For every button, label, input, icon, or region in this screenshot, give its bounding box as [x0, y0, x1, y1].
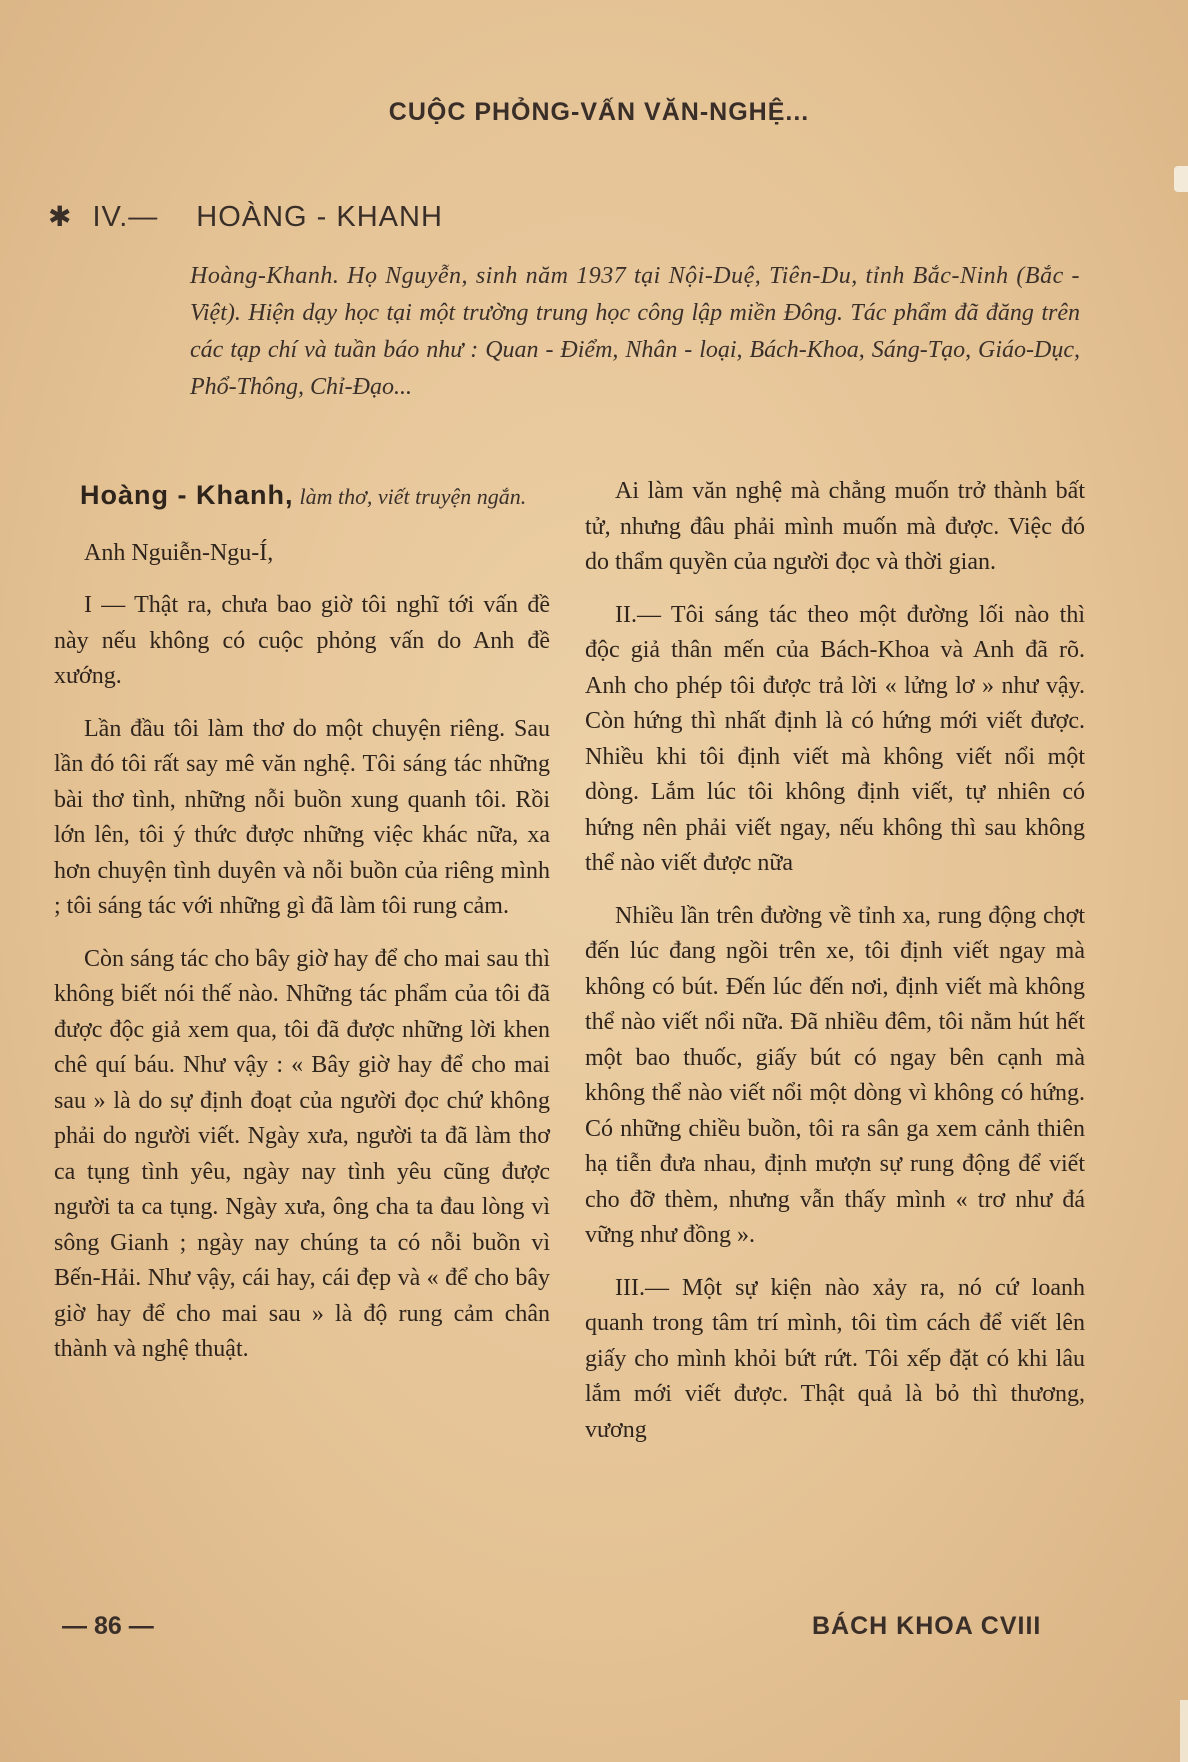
publication-name: BÁCH KHOA CVIII: [812, 1612, 1042, 1640]
page-number: — 86 —: [62, 1612, 154, 1640]
author-name: Hoàng - Khanh,: [80, 480, 294, 510]
section-heading: [48, 200, 443, 234]
salutation: Anh Nguiễn-Ngu-Í,: [84, 539, 274, 566]
author-line: [54, 478, 550, 516]
section-title: HOÀNG - KHANH: [196, 201, 443, 233]
author-role: làm thơ, viết truyện ngắn.: [299, 484, 527, 509]
paragraph: Còn sáng tác cho bây giờ hay để cho mai sau thì không biết nói thế nào. Những tác phẩm của tôi đã được độc giả xem qua, tôi đã được những lời khen chê quí báu. Như vậy : « Bây giờ hay để cho mai sau » là do sự định đoạt của người đọc chứ không phải do người viết. Ngày xưa, người ta đã làm thơ ca tụng tình yêu, ngày nay tình yêu cũng được người ta ca tụng. Ngày xưa, ông cha ta đau lòng vì sông Gianh ; ngày nay chúng ta có nỗi buồn vì Bến-Hải. Như vậy, cái hay, cái đẹp và « để cho bây giờ hay để cho mai sau » là độ rung cảm chân thành và nghệ thuật.: [54, 945, 550, 1362]
section-number: IV.—: [92, 201, 159, 233]
page-edge-tear: [1174, 166, 1188, 192]
paragraph: I — Thật ra, chưa bao giờ tôi nghĩ tới vấn đề này nếu không có cuộc phỏng vấn do Anh đề xướng.: [54, 592, 550, 689]
paragraph: Nhiều lần trên đường về tỉnh xa, rung động chợt đến lúc đang ngồi trên xe, tôi định viết ngay mà không có bút. Đến lúc đến nơi, định viết mà không thể nào viết nổi nữa. Đã nhiều đêm, tôi nằm hút hết một bao thuốc, giấy bút có ngay bên cạnh mà không thể nào viết nổi một dòng vì không có hứng. Có những chiều buồn, tôi ra sân ga xem cảnh thiên hạ tiễn đưa nhau, định mượn sự rung động để viết cho đỡ thèm, nhưng vẫn thấy mình « trơ như đá vững như đồng ».: [585, 902, 1085, 1248]
left-column: [54, 478, 550, 1385]
paragraph: Lần đầu tôi làm thơ do một chuyện riêng. Sau lần đó tôi rất say mê văn nghệ. Tôi sáng tác những bài thơ tình, những nỗi buồn xung quanh tôi. Rồi lớn lên, tôi ý thức được những việc khác nữa, xa hơn chuyện tình duyên và nỗi buồn của riêng mình ; tôi sáng tác với những gì đã làm tôi rung cảm.: [54, 715, 550, 919]
paragraph: III.— Một sự kiện nào xảy ra, nó cứ loanh quanh trong tâm trí mình, tôi tìm cách để viết lên giấy cho mình khỏi bứt rứt. Tôi xếp đặt có khi lâu lắm mới viết được. Thật quả là bỏ thì thương, vương: [585, 1274, 1085, 1443]
running-head: CUỘC PHỎNG-VẤN VĂN-NGHỆ...: [388, 98, 810, 126]
page-edge-tear-bottom: [1180, 1700, 1188, 1762]
paragraph: Ai làm văn nghệ mà chẳng muốn trở thành bất tử, nhưng đâu phải mình muốn mà được. Việc đó do thẩm quyền của người đọc và thời gian.: [585, 478, 1085, 575]
author-bio: Hoàng-Khanh. Họ Nguyễn, sinh năm 1937 tại Nội-Duệ, Tiên-Du, tỉnh Bắc-Ninh (Bắc - Việt). Hiện dạy học tại một trường trung học công lập miền Đông. Tác phẩm đã đăng trên các tạp chí và tuần báo như : Quan - Điểm, Nhân - loại, Bách-Khoa, Sáng-Tạo, Giáo-Dục, Phổ-Thông, Chỉ-Đạo...: [190, 263, 1080, 400]
paragraph: II.— Tôi sáng tác theo một đường lối nào thì độc giả thân mến của Bách-Khoa và Anh đã rõ. Anh cho phép tôi được trả lời « lửng lơ » như vậy. Còn hứng thì nhất định là có hứng mới viết được. Nhiều khi tôi định viết mà không viết nổi một dòng. Lắm lúc tôi không định viết, tự nhiên có hứng nên phải viết ngay, nếu không thì sau không thể nào viết được nữa: [585, 601, 1085, 876]
right-column: [585, 474, 1085, 1465]
star-icon: ✱: [48, 201, 73, 232]
